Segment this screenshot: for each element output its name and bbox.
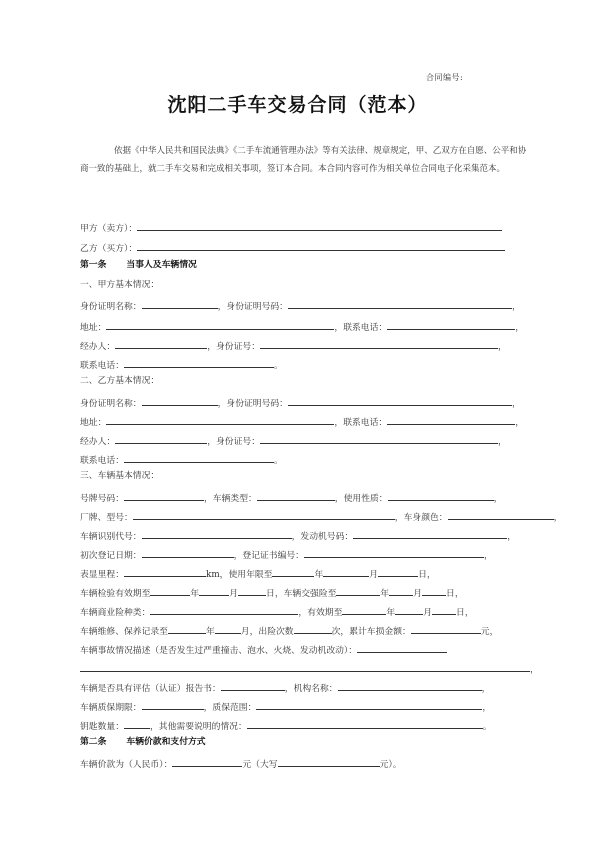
party-b-line (80, 240, 505, 255)
party-a-field[interactable] (137, 220, 502, 231)
comp-ins-day-field[interactable] (422, 585, 446, 596)
inspection-month-field[interactable] (199, 585, 229, 596)
inspection-year-field[interactable] (150, 585, 190, 596)
vehicle-type-label: ，车辆类型： (204, 494, 257, 504)
comma: ， (511, 302, 521, 312)
party-a-id-line (80, 298, 521, 313)
party-b-field[interactable] (137, 240, 505, 251)
warranty-field[interactable] (142, 699, 204, 710)
vehicle-appraisal-line (80, 680, 490, 695)
comma: ， (553, 513, 563, 523)
color-label: ，车身颜色： (394, 513, 448, 523)
comma: ， (515, 418, 525, 428)
mileage-label: 表显里程： (80, 570, 124, 580)
article-1-title: 当事人及车辆情况 (126, 260, 197, 270)
brand-label: 厂牌、型号： (80, 513, 133, 523)
party-a-address-line (80, 319, 524, 334)
reg-cert-label: ，登记证书编号： (233, 551, 304, 561)
month-label: 月 (369, 570, 379, 580)
month-label: 月 (240, 627, 250, 637)
use-day-field[interactable] (378, 566, 418, 577)
commercial-month-field[interactable] (395, 604, 423, 615)
accident-field[interactable] (357, 642, 447, 653)
agency-label: ，机构名称： (284, 684, 338, 694)
year-label: 年 (190, 589, 200, 599)
comma: ， (483, 551, 493, 561)
agency-field[interactable] (338, 680, 482, 691)
claims-label: ，出险次数 (249, 627, 294, 637)
plate-field[interactable] (124, 490, 204, 501)
party-b-agent-id-field[interactable] (260, 433, 498, 444)
comma: ， (482, 703, 492, 713)
party-a-agent-line (80, 338, 507, 353)
vehicle-mileage-line (80, 566, 436, 581)
day-label: 日 (418, 570, 427, 580)
other-notes-field[interactable] (247, 718, 483, 729)
party-b-id-line (80, 395, 521, 410)
party-b-address-field[interactable] (106, 414, 334, 425)
vehicle-reg-line (80, 547, 493, 562)
reg-cert-field[interactable] (304, 547, 484, 558)
vehicle-accident-line (80, 642, 447, 657)
party-a-phone-field[interactable] (387, 319, 515, 330)
maintenance-label: 车辆维修、保养记录至 (80, 627, 168, 637)
vehicle-info-heading: 三、车辆基本情况： (80, 471, 160, 481)
engine-label: ，发动机号码： (291, 532, 354, 542)
comp-insurance-label: ，车辆交强险至 (274, 589, 337, 599)
commercial-field[interactable] (150, 604, 298, 615)
commercial-label: 车辆商业险种类： (80, 608, 151, 618)
comma: ， (426, 570, 436, 580)
article-1-heading (80, 260, 197, 271)
warranty-scope-label: ，质保范围： (203, 703, 257, 713)
intro-paragraph (80, 143, 530, 178)
vehicle-vin-line (80, 528, 516, 543)
comma: ， (498, 437, 507, 447)
party-b-phone-field[interactable] (387, 414, 515, 425)
vehicle-commercial-line (80, 604, 474, 619)
vehicle-accident-continuation (80, 661, 539, 676)
comma: ， (493, 494, 503, 504)
inspection-label: 车辆检验有效期至 (80, 589, 151, 599)
price-label: 车辆价款为（人民币）： (80, 760, 173, 770)
price-caps-label: 元（大写 (242, 760, 278, 770)
first-reg-label: 初次登记日期： (80, 551, 142, 561)
maint-year-field[interactable] (168, 623, 206, 634)
month-label: 月 (423, 608, 433, 618)
party-b-info-heading: 二、乙方基本情况： (80, 376, 160, 386)
plate-label: 号牌号码： (80, 494, 124, 504)
month-label: 月 (413, 589, 423, 599)
party-b-id-type-label: 身份证明名称： (80, 399, 142, 409)
article-2-number: 第二条 (80, 737, 107, 747)
comma: ， (507, 532, 516, 542)
intro-text: 依据《中华人民共和国民法典》《二手车流通管理办法》等有关法律、规章规定，甲、乙双方在自愿、公平和协商一致的基础上，就二手车交易和完成相关事项，签订本合同。本合同内容可作为相关单位合同电子化采集范本。 (80, 146, 527, 174)
party-b-address-label: 地址： (80, 418, 107, 428)
usage-label: ，使用性质： (334, 494, 388, 504)
party-b-agent-field[interactable] (115, 433, 207, 444)
month-label: 月 (229, 589, 239, 599)
party-a-label: 甲方（卖方）： (80, 224, 138, 234)
keys-field[interactable] (124, 718, 150, 729)
color-field[interactable] (448, 509, 554, 520)
price-caps-field[interactable] (278, 756, 380, 767)
vehicle-plate-line (80, 490, 502, 505)
price-close-label: 元）。 (379, 760, 402, 770)
period: 。 (274, 361, 283, 371)
comma: ， (498, 342, 507, 352)
party-a-id-no-field[interactable] (288, 298, 512, 309)
party-b-agent-line (80, 433, 507, 448)
year-label: 年 (380, 589, 390, 599)
comma: ， (454, 589, 464, 599)
party-a-agent-id-field[interactable] (260, 338, 498, 349)
comma: ， (530, 665, 539, 675)
party-b-id-type-field[interactable] (142, 395, 218, 406)
party-a-id-type-label: 身份证明名称： (80, 302, 142, 312)
party-a-id-no-label: ，身份证明号码： (217, 302, 288, 312)
yuan-label: 元 (480, 627, 490, 637)
comp-ins-month-field[interactable] (389, 585, 413, 596)
party-b-phone-label: ，联系电话： (334, 418, 388, 428)
comma: ， (511, 399, 521, 409)
party-b-contact-line (80, 452, 283, 467)
article-2-title: 车辆价款和支付方式 (126, 737, 206, 747)
appraisal-label: 车辆是否具有评估（认证）报告书： (80, 684, 221, 694)
party-b-agent-label: 经办人： (80, 437, 116, 447)
claims-count-field[interactable] (294, 623, 332, 634)
mileage-field[interactable] (124, 566, 206, 577)
claims-amount-field[interactable] (411, 623, 481, 634)
accident-label: 车辆事故情况描述（是否发生过严重撞击、泡水、火烧、发动机改动）： (80, 646, 358, 656)
comma: ， (464, 608, 474, 618)
use-years-label: km，使用年限至 (206, 570, 273, 580)
vehicle-maintenance-line (80, 623, 498, 638)
comma: ， (481, 684, 491, 694)
price-amount-field[interactable] (172, 756, 242, 767)
vin-label: 车辆识别代号： (80, 532, 142, 542)
party-a-contact-label: 联系电话： (80, 361, 124, 371)
maint-month-field[interactable] (215, 623, 241, 634)
party-b-id-no-label: ，身份证明号码： (217, 399, 288, 409)
article-2-heading (80, 737, 206, 748)
period: 。 (274, 456, 283, 466)
appraisal-field[interactable] (221, 680, 285, 691)
vehicle-brand-line (80, 509, 562, 524)
valid-to-label: ，有效期至 (298, 608, 343, 618)
party-a-agent-label: 经办人： (80, 342, 116, 352)
party-a-line (80, 220, 502, 235)
party-a-contact-field[interactable] (124, 357, 274, 368)
period: 。 (482, 722, 492, 732)
vin-field[interactable] (142, 528, 292, 539)
first-reg-field[interactable] (142, 547, 234, 558)
year-label: 年 (386, 608, 396, 618)
comma: ， (515, 323, 525, 333)
claims-amount-label: 次，累计车损金额： (331, 627, 411, 637)
vehicle-keys-line (80, 718, 492, 733)
day-label: 日 (456, 608, 465, 618)
contract-number-label: 合同编号: (426, 73, 464, 82)
warranty-scope-field[interactable] (256, 699, 482, 710)
vehicle-type-field[interactable] (257, 490, 335, 501)
use-month-field[interactable] (323, 566, 369, 577)
keys-label: 钥匙数量： (80, 722, 124, 732)
day-label: 日 (266, 589, 275, 599)
commercial-day-field[interactable] (432, 604, 456, 615)
party-b-contact-label: 联系电话： (80, 456, 124, 466)
party-a-agent-id-label: ，身份证号： (207, 342, 260, 352)
day-label: 日 (446, 589, 455, 599)
other-notes-label: ，其他需要说明的情况： (150, 722, 247, 732)
party-b-label: 乙方（买方）： (80, 244, 138, 254)
warranty-label: 车辆质保期限： (80, 703, 142, 713)
accident-field-continued[interactable] (80, 661, 530, 672)
party-b-agent-id-label: ，身份证号： (207, 437, 260, 447)
party-a-id-type-field[interactable] (142, 298, 218, 309)
price-line (80, 756, 402, 771)
document-title: 沈阳二手车交易合同（范本） (167, 94, 428, 116)
article-1-number: 第一条 (80, 260, 107, 270)
party-a-agent-field[interactable] (115, 338, 207, 349)
comma: ， (489, 627, 499, 637)
party-a-info-heading: 一、甲方基本情况： (80, 280, 160, 290)
year-label: 年 (205, 627, 215, 637)
inspection-day-field[interactable] (238, 585, 266, 596)
year-label: 年 (314, 570, 324, 580)
party-b-contact-field[interactable] (124, 452, 274, 463)
party-a-contact-line (80, 357, 283, 372)
usage-field[interactable] (388, 490, 494, 501)
use-year-field[interactable] (272, 566, 314, 577)
engine-field[interactable] (353, 528, 507, 539)
party-a-phone-label: ，联系电话： (334, 323, 388, 333)
party-a-address-field[interactable] (106, 319, 334, 330)
comp-ins-year-field[interactable] (336, 585, 380, 596)
commercial-year-field[interactable] (342, 604, 386, 615)
vehicle-warranty-line (80, 699, 491, 714)
brand-field[interactable] (133, 509, 395, 520)
party-a-address-label: 地址： (80, 323, 107, 333)
party-b-address-line (80, 414, 524, 429)
party-b-id-no-field[interactable] (288, 395, 512, 406)
vehicle-inspection-line (80, 585, 464, 600)
